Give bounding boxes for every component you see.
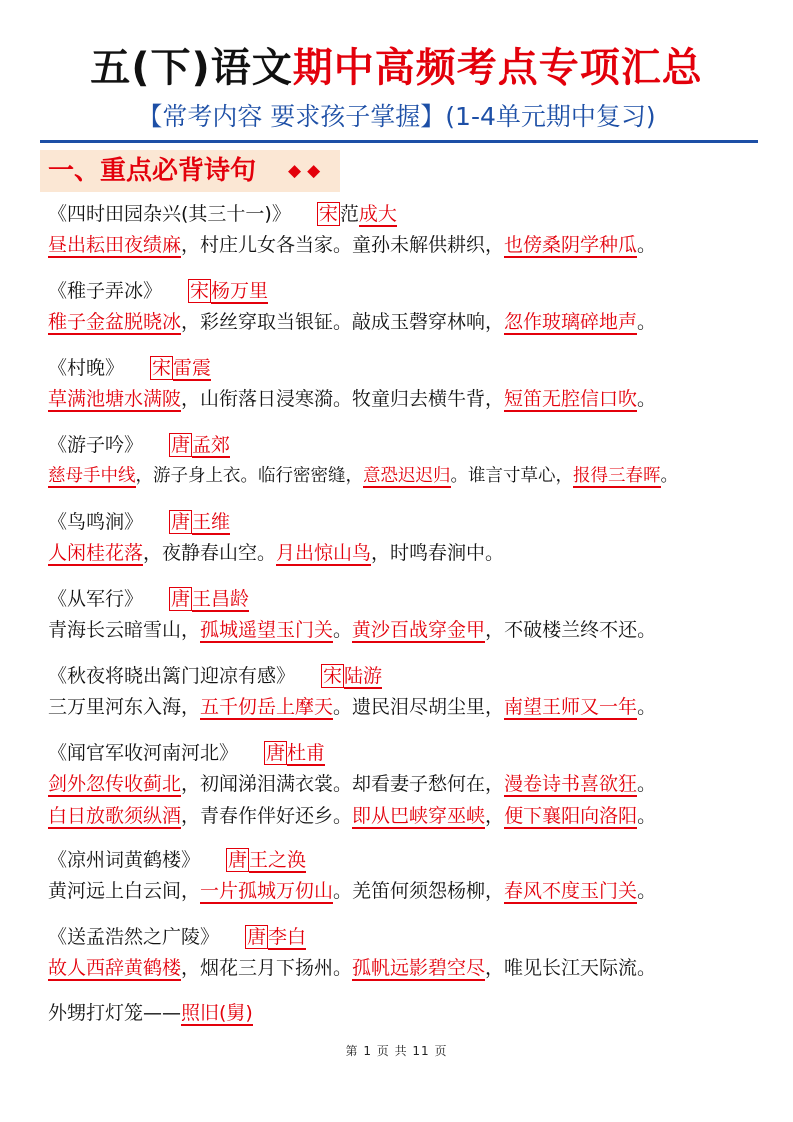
poem-title: 《鸟鸣涧》 [48,511,144,533]
verse-text: ，青春作伴好还乡。 [181,805,353,827]
key-phrase: 人闲桂花落 [48,542,144,564]
riddle-answer: 照旧(舅) [181,1002,253,1024]
poem-title-line [48,277,758,305]
poem-dynasty: 宋 [152,357,172,379]
poem-attribution [226,849,306,871]
key-phrase: 短笛无腔信口吹 [504,388,638,410]
poem-attribution [321,665,382,687]
poem-title: 《稚子弄冰》 [48,280,163,302]
verse-text: 。遗民泪尽胡尘里， [333,696,505,718]
poem-block [48,585,758,645]
poem-attribution [317,203,397,225]
verse-text: 。 [660,466,678,486]
key-phrase: 昼出耘田夜绩麻 [48,234,182,256]
poem-author: 王之涣 [249,849,307,871]
poem-attribution [188,280,268,302]
key-phrase: 剑外忽传收蓟北 [48,773,182,795]
verse-text: ，山衔落日浸寒漪。牧童归去横牛背， [181,388,505,410]
poem-attribution [169,511,230,533]
poem-verse-line [48,769,758,799]
poem-verse-line [48,230,758,260]
poem-title-line [48,508,758,536]
verse-text: 。 [637,311,657,333]
page-title [0,40,793,96]
verse-text: 。 [637,773,657,795]
poem-block [48,354,758,414]
poem-attribution [169,588,249,610]
poem-verse-line [48,876,758,906]
verse-text: ，唯见长江天际流。 [485,957,657,979]
key-phrase: 草满池塘水满陂 [48,388,182,410]
key-phrase: 即从巴峡穿巫峡 [352,805,486,827]
verse-text: 。 [637,696,657,718]
verse-text: ，时鸣春涧中。 [371,542,505,564]
key-phrase: 故人西辞黄鹤楼 [48,957,182,979]
verse-text: ，村庄儿女各当家。童孙未解供耕织， [181,234,505,256]
key-phrase: 忽作玻璃碎地声 [504,311,638,333]
section-title: 一、重点必背诗句 [48,156,257,186]
key-phrase: 稚子金盆脱晓冰 [48,311,182,333]
verse-text: 青海长云暗雪山， [48,619,201,641]
poem-attribution [245,926,306,948]
poem-author: 王维 [192,511,231,533]
key-phrase: 一片孤城万仞山 [200,880,334,902]
poem-author: 孟郊 [192,434,231,456]
verse-text: 。 [637,805,657,827]
verse-text: ，不破楼兰终不还。 [485,619,657,641]
poem-verse-line [48,953,758,983]
poem-author: 杨万里 [211,280,269,302]
poem-attribution [169,434,230,456]
poem-author: 杜甫 [287,742,326,764]
poem-title-line [48,739,758,767]
poem-title: 《村晚》 [48,357,125,379]
poem-block [48,923,758,983]
poem-block [48,277,758,337]
verse-text: ，夜静春山空。 [143,542,277,564]
key-phrase: 白日放歌须纵酒 [48,805,182,827]
title-red-part: 期中高频考点专项汇总 [292,45,703,91]
poem-block [48,431,758,491]
poem-verse-line [48,801,758,831]
poem-verse-line [48,615,758,645]
poem-title: 《四时田园杂兴(其三十一)》 [48,203,291,225]
poem-dynasty: 唐 [266,742,286,764]
verse-text: 。 [637,388,657,410]
verse-text: 。谁言寸草心， [450,466,573,486]
key-phrase: 也傍桑阴学种瓜 [504,234,638,256]
key-phrase: 漫卷诗书喜欲狂 [504,773,638,795]
verse-text: ，烟花三月下扬州。 [181,957,353,979]
poem-title: 《游子吟》 [48,434,144,456]
poem-author: 雷震 [173,357,212,379]
poem-attribution [264,742,325,764]
riddle [48,998,253,1028]
poem-author: 成大 [358,203,397,225]
poem-dynasty: 唐 [228,849,248,871]
diamond-icon: ◆◆ [288,161,327,181]
page-subtitle: 【常考内容 要求孩子掌握】(1-4单元期中复习) [137,102,656,131]
key-phrase: 报得三春晖 [573,466,661,486]
poem-title: 《送孟浩然之广陵》 [48,926,220,948]
page-footer: 第 1 页 共 11 页 [345,1044,448,1058]
section-header [40,150,340,192]
poem-dynasty: 唐 [171,511,191,533]
key-phrase: 黄沙百战穿金甲 [352,619,486,641]
key-phrase: 孤城遥望玉门关 [200,619,334,641]
poem-title: 《凉州词黄鹤楼》 [48,849,201,871]
poem-block [48,846,758,906]
key-phrase: 慈母手中线 [48,466,136,486]
poem-title: 《秋夜将晓出篱门迎凉有感》 [48,665,296,687]
poem-title-line [48,431,758,459]
poem-block [48,662,758,722]
poem-author: 王昌龄 [192,588,250,610]
poem-title-line [48,846,758,874]
poem-block [48,200,758,260]
poem-title: 《闻官军收河南河北》 [48,742,239,764]
poem-author: 陆游 [344,665,383,687]
poem-title-line [48,923,758,951]
verse-text: ，彩丝穿取当银钲。敲成玉磬穿林响， [181,311,505,333]
poem-verse-line [48,384,758,414]
poem-title-line [48,354,758,382]
verse-text: 。羌笛何须怨杨柳， [333,880,505,902]
verse-text: 三万里河东入海， [48,696,201,718]
header-divider [40,140,758,143]
poem-dynasty: 宋 [318,203,338,225]
key-phrase: 意恐迟迟归 [363,466,451,486]
verse-text: 。 [637,234,657,256]
poem-verse-line [48,692,758,722]
poem-attribution [150,357,211,379]
poem-verse-line [48,461,758,491]
poem-verse-line [48,538,758,568]
poem-title-line [48,662,758,690]
verse-text: 。 [637,880,657,902]
key-phrase: 便下襄阳向洛阳 [504,805,638,827]
verse-text: ，游子身上衣。临行密密缝， [135,466,363,486]
key-phrase: 月出惊山鸟 [276,542,372,564]
verse-text: 黄河远上白云间， [48,880,201,902]
poem-dynasty: 唐 [171,588,191,610]
riddle-question: 外甥打灯笼—— [48,1002,182,1024]
poem-dynasty: 宋 [190,280,210,302]
poem-dynasty: 唐 [247,926,267,948]
key-phrase: 南望王师又一年 [504,696,638,718]
poem-block [48,739,758,831]
verse-text: ，初闻涕泪满衣裳。却看妻子愁何在， [181,773,505,795]
poem-author: 李白 [268,926,307,948]
key-phrase: 孤帆远影碧空尽 [352,957,486,979]
poem-title-line [48,200,758,228]
poem-dynasty: 宋 [323,665,343,687]
key-phrase: 春风不度玉门关 [504,880,638,902]
verse-text: ， [485,805,505,827]
poem-dynasty: 唐 [171,434,191,456]
poem-author-plain: 范 [339,203,359,225]
poem-verse-line [48,307,758,337]
poem-title: 《从军行》 [48,588,144,610]
verse-text: 。 [333,619,353,641]
poem-title-line [48,585,758,613]
poem-block [48,508,758,568]
title-black-part: 五(下)语文 [90,45,293,91]
key-phrase: 五千仞岳上摩天 [200,696,334,718]
